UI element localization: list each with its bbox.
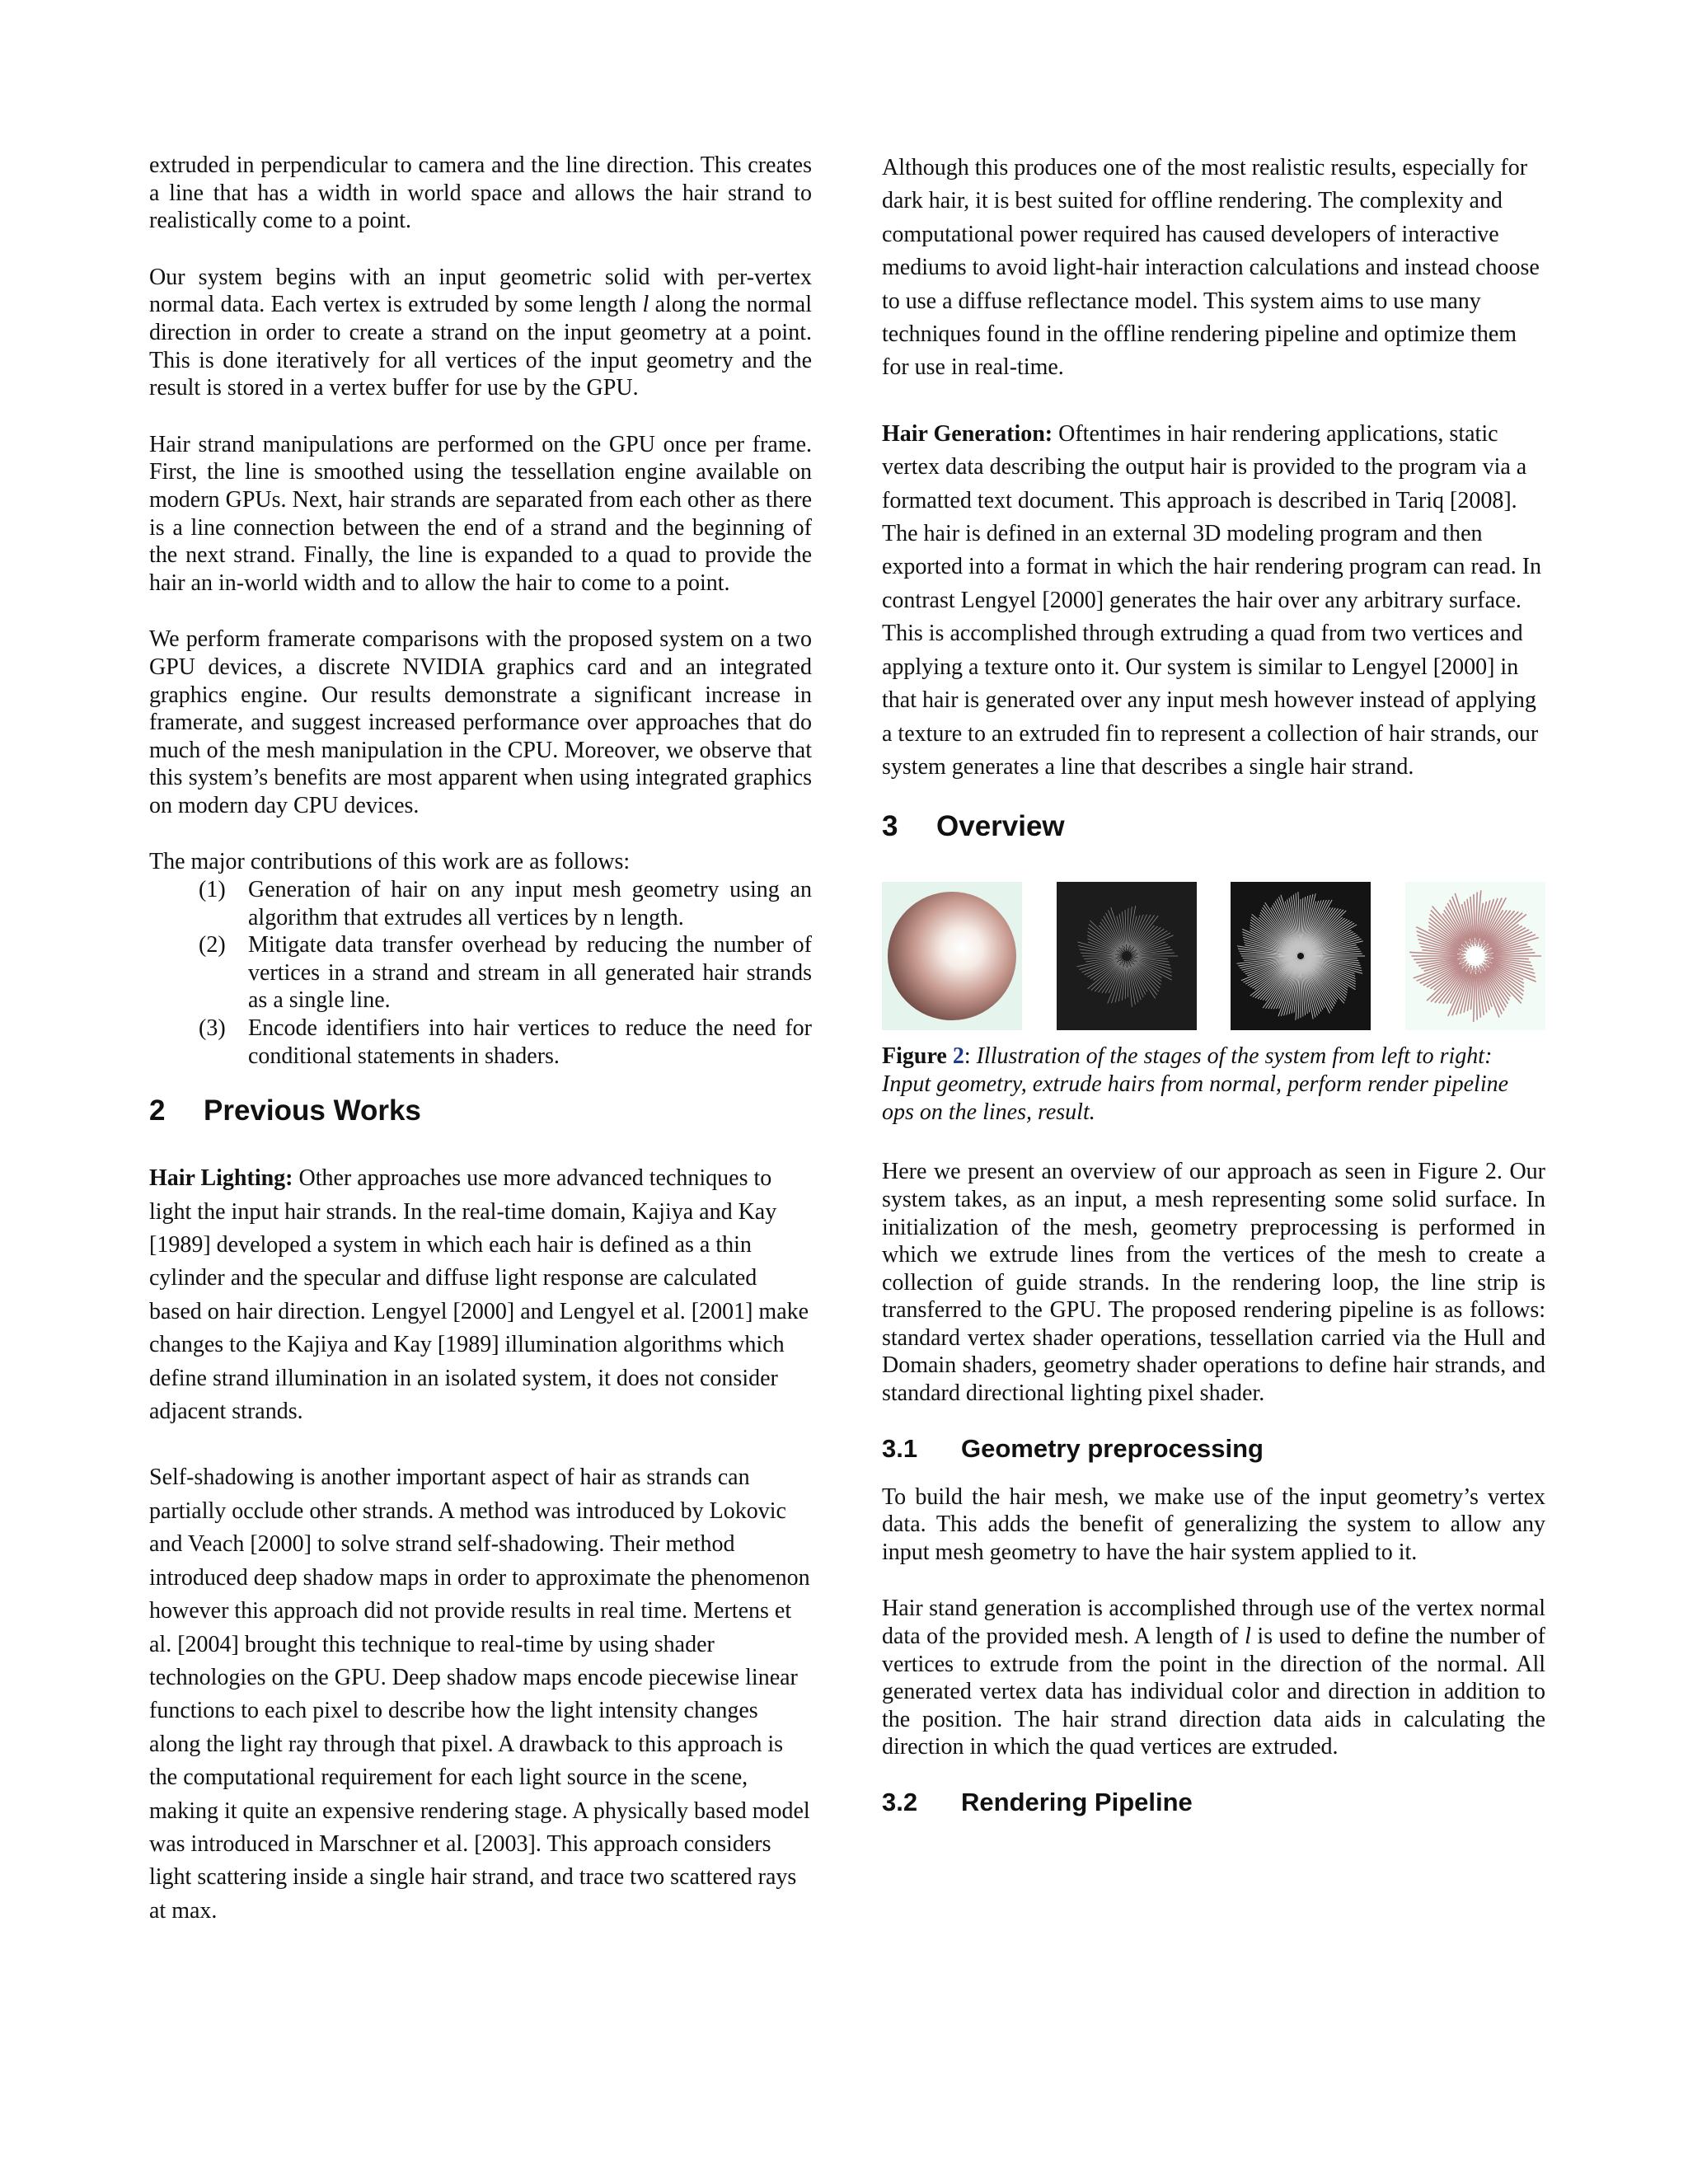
- contributions-list: [149, 876, 812, 1070]
- figure-panel-extruded-hairs: [1057, 882, 1197, 1030]
- variable-l: l: [1245, 1624, 1251, 1650]
- section-title: Previous Works: [204, 1094, 421, 1127]
- hair-lighting-paragraph: [149, 1162, 812, 1428]
- intro-paragraph-4: We perform framerate comparisons with the proposed system on a two GPU devices, a discrete NVIDIA graphics card and an integrated graphics engine. Our results demonstrate a significant increase in framerate, and suggest increased performance over approaches that do much of the mesh manipulation in the CPU. Moreover, we observe that this system’s benefits are most apparent when using integrated graphics on modern day CPU devices.: [149, 626, 812, 818]
- figure-caption-text: Illustration of the stages of the system from left to right: Input geometry, extrude hairs from normal, perform render pipeline ops on the lines, result.: [882, 1043, 1509, 1126]
- section-heading-rendering-pipeline: [882, 1786, 1545, 1819]
- list-marker: (1): [199, 877, 226, 903]
- figure-panel-result: [1405, 882, 1545, 1030]
- section-number: 3: [882, 810, 898, 843]
- figure-label: Figure: [882, 1043, 953, 1070]
- figure-colon: :: [964, 1043, 977, 1070]
- section-title: Rendering Pipeline: [961, 1788, 1193, 1816]
- list-marker: (2): [199, 932, 226, 958]
- list-item: [149, 1015, 812, 1070]
- section-number: 2: [149, 1094, 166, 1127]
- intro-paragraph-3: Hair strand manipulations are performed on the GPU once per frame. First, the line is smoothed using the tessellation engine available on modern GPUs. Next, hair strands are separated from each other as there is a line connection between the end of a strand and the beginning of the next strand. Finally, the line is expanded to a quad to provide the hair an in-world width and to allow the hair to come to a point.: [149, 431, 812, 596]
- section-number: 3.2: [882, 1788, 918, 1816]
- text-run: is used to define the number of vertices to extrude from the point in the direction of the normal. All generated vertex data has individual color and direction in addition to the position. The hair strand direction data aids in calculating the direction in which the quad vertices are extruded.: [882, 1624, 1545, 1760]
- figure-panel-render-pipeline: [1231, 882, 1371, 1030]
- contributions-intro: The major contributions of this work are as follows:: [149, 849, 631, 875]
- figure-panel-input-sphere: [882, 882, 1022, 1030]
- text-run: Oftentimes in hair rendering applications, static vertex data describing the output hair is provided to the program via a formatted text document. This approach is described in Tariq [2008]. The hair is defined in an external 3D modeling program and then exported into a format in which the hair rendering program can read. In contrast Lengyel [2000] generates the hair over any arbitrary surface. This is accomplished through extruding a quad from two vertices and applying a texture onto it. Our system is similar to Lengyel [2000] in that hair is generated over any input mesh however instead of applying a texture to an extruded fin to represent a collection of hair strands, our system generates a line that describes a single hair strand.: [882, 420, 1542, 780]
- offline-rendering-paragraph: Although this produces one of the most realistic results, especially for dark hair, it is best suited for offline rendering. The complexity and computational power required has caused developers of interactive mediums to avoid light-hair interaction calculations and instead choose to use a diffuse reflectance model. This system aims to use many techniques found in the offline rendering pipeline and optimize them for use in real-time.: [882, 155, 1540, 381]
- geometry-paragraph-1: To build the hair mesh, we make use of the input geometry’s vertex data. This adds the benefit of generalizing the system to allow any input mesh geometry to have the hair system applied to it.: [882, 1483, 1545, 1565]
- geometry-paragraph-2: [882, 1595, 1545, 1761]
- text-run: along the normal direction in order to create a strand on the input geometry at a point. This is done iteratively for all vertices of the input geometry and the result is stored in a vertex buffer for use by the GPU.: [149, 292, 812, 401]
- list-item-text: Encode identifiers into hair vertices to reduce the need for conditional statements in shaders.: [248, 1015, 812, 1069]
- list-marker: (3): [199, 1015, 226, 1042]
- list-item: [149, 876, 812, 931]
- run-in-heading: Hair Generation:: [882, 420, 1053, 447]
- self-shadowing-paragraph: Self-shadowing is another important aspect of hair as strands can partially occlude other strands. A method was introduced by Lokovic and Veach [2000] to solve strand self-shadowing. Their method introduced deep shadow maps in order to approximate the phenomenon however this approach did not provide results in real time. Mertens et al. [2004] brought this technique to real-time by using shader technologies on the GPU. Deep shadow maps encode piecewise linear functions to each pixel to describe how the light intensity changes along the light ray through that pixel. A drawback to this approach is the computational requirement for each light source in the scene, making it quite an expensive rendering stage. A physically based model was introduced in Marschner et al. [2003]. This approach considers light scattering inside a single hair strand, and trace two scattered rays at max.: [149, 1465, 810, 1924]
- overview-paragraph: Here we present an overview of our approach as seen in Figure 2. Our system takes, as an input, a mesh representing some solid surface. In initialization of the mesh, geometry preprocessing is performed in which we extrude lines from the vertices of the mesh to create a collection of guide strands. In the rendering loop, the line strip is transferred to the GPU. The proposed rendering pipeline is as follows: standard vertex shader operations, tessellation carried via the Hull and Domain shaders, geometry shader operations to define hair strands, and standard directional lighting pixel shader.: [882, 1159, 1545, 1407]
- text-run: Other approaches use more advanced techniques to light the input hair strands. In the real-time domain, Kajiya and Kay [1989] developed a system in which each hair is defined as a thin cylinder and the specular and diffuse light response are calculated based on hair direction. Lengyel [2000] and Lengyel et al. [2001] make changes to the Kajiya and Kay [1989] illumination algorithms which define strand illumination in an isolated system, it does not consider adjacent strands.: [149, 1165, 809, 1425]
- text-run: Hair stand generation is accomplished through use of the vertex normal data of the provided mesh. A length of: [882, 1596, 1545, 1650]
- intro-paragraph-1: extruded in perpendicular to camera and the line direction. This creates a line that has a width in world space and allows the hair strand to realistically come to a point.: [149, 152, 812, 234]
- section-number: 3.1: [882, 1433, 918, 1463]
- right-column: [882, 152, 1545, 1819]
- section-heading-previous-works: [149, 1093, 812, 1129]
- text-run: Our system begins with an input geometric solid with per-vertex normal data. Each vertex is extruded by some length: [149, 264, 812, 318]
- section-title: Overview: [936, 810, 1065, 843]
- list-item-text: Mitigate data transfer overhead by reducing the number of vertices in a strand and stream in all generated hair strands as a single line.: [248, 932, 812, 1014]
- figure-2-panels: [882, 881, 1545, 1031]
- left-column: [149, 152, 812, 1928]
- list-item-text: Generation of hair on any input mesh geometry using an algorithm that extrudes all vertices by n length.: [248, 877, 812, 930]
- hair-generation-paragraph: [882, 418, 1545, 784]
- intro-paragraph-2: [149, 264, 812, 402]
- variable-l: l: [642, 292, 649, 318]
- list-item: [149, 931, 812, 1015]
- section-heading-geometry-preprocessing: [882, 1432, 1545, 1465]
- run-in-heading: Hair Lighting:: [149, 1165, 293, 1192]
- section-heading-overview: [882, 808, 1545, 845]
- figure-number: 2: [952, 1043, 964, 1070]
- figure-2-caption: [882, 1043, 1545, 1127]
- section-title: Geometry preprocessing: [961, 1433, 1264, 1463]
